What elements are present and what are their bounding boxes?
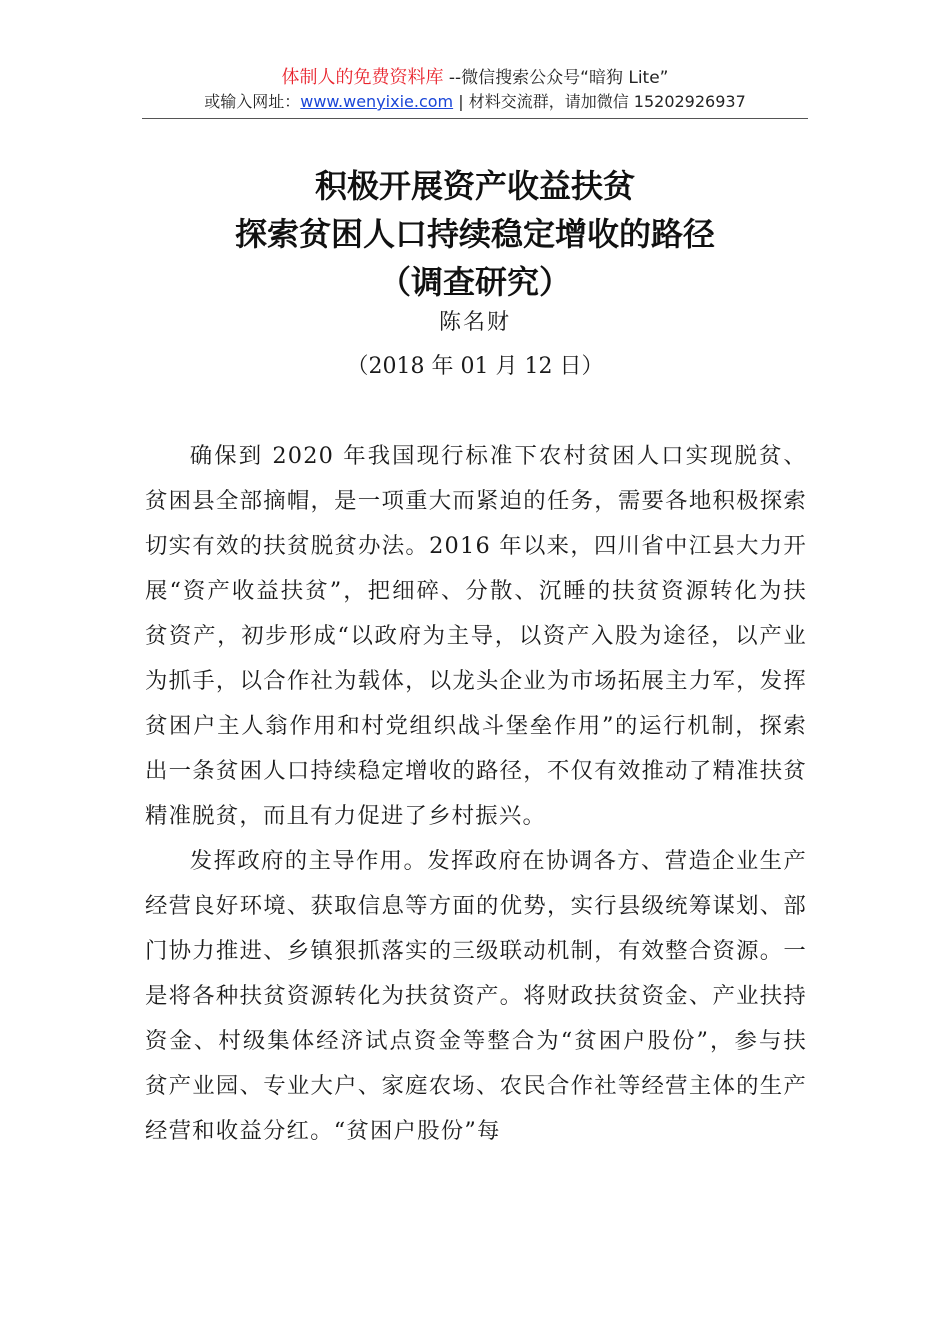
wechat-search-text: --微信搜索公众号“暗狗 Lite” (443, 68, 669, 88)
title-line-2: 探索贫困人口持续稳定增收的路径 (234, 215, 715, 253)
document-date: （2018 年 01 月 12 日） (346, 354, 604, 379)
document-title (100, 162, 850, 306)
separator: | (453, 92, 469, 111)
header-divider (142, 118, 808, 119)
paragraph-2 (145, 839, 807, 1154)
author-name: 陈名财 (438, 310, 511, 335)
title-line-1: 积极开展资产收益扶贫 (314, 167, 635, 205)
website-link[interactable]: www.wenyixie.com (300, 92, 454, 111)
header-promo-line (142, 66, 808, 90)
title-line-3: （调查研究） (378, 263, 571, 301)
paragraph-1-text: 确保到 2020 年我国现行标准下农村贫困人口实现脱贫、贫困县全部摘帽，是一项重大而紧迫的任务，需要各地积极探索切实有效的扶贫脱贫办法。2016 年以来，四川省中江县大力开展“资产收益扶贫”，把细碎、分散、沉睡的扶贫资源转化为扶贫资产，初步形成“以政府为主导，以资产入股为途径，以产业为抓手，以合作社为载体，以龙头企业为市场拓展主力军，发挥贫困户主人翁作用和村党组织战斗堡垒作用”的运行机制，探索出一条贫困人口持续稳定增收的路径，不仅有效推动了精准扶贫精准脱贫，而且有力促进了乡村振兴。 (145, 443, 807, 829)
paragraph-2-text: 发挥政府在协调各方、营造企业生产经营良好环境、获取信息等方面的优势，实行县级统筹谋划、部门协力推进、乡镇狠抓落实的三级联动机制，有效整合资源。一是将各种扶贫资源转化为扶贫资产。将财政扶贫资金、产业扶持资金、村级集体经济试点资金等整合为“贫困户股份”，参与扶贫产业园、专业大户、家庭农场、农民合作社等经营主体的生产经营和收益分红。“贫困户股份”每 (145, 848, 808, 1144)
group-contact-text: 材料交流群，请加微信 15202926937 (468, 92, 746, 111)
paragraph-1 (145, 434, 807, 839)
paragraph-2-lead: 发挥政府的主导作用。 (189, 848, 428, 874)
brand-name: 体制人的免费资料库 (281, 67, 444, 88)
document-body (145, 434, 807, 1154)
url-prefix: 或输入网址： (204, 92, 301, 111)
header-contact-line (142, 90, 808, 114)
page-header (142, 66, 808, 114)
